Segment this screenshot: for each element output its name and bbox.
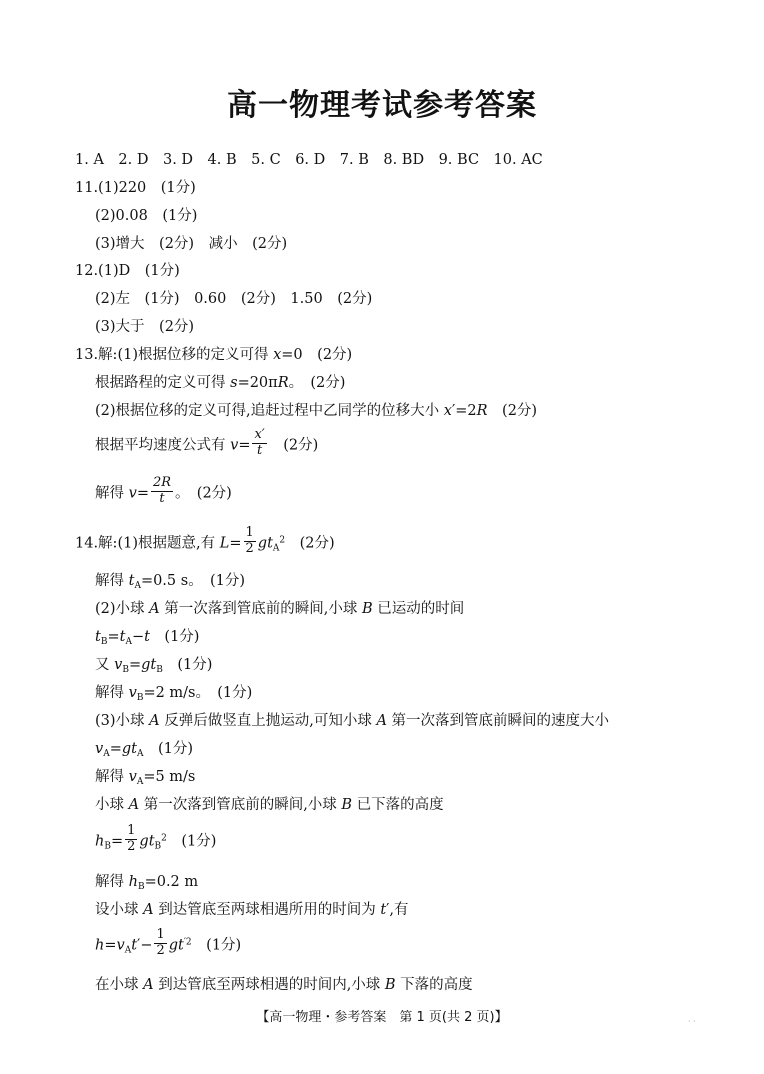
fraction: $\frac{x'}{t}$ xyxy=(254,427,265,458)
fraction: $\frac{1}{2}$ xyxy=(245,525,254,556)
q12-part3: (3)大于 (2分) xyxy=(95,319,195,335)
corner-mark: · · xyxy=(688,1017,696,1026)
fraction: $\frac{2R}{t}$ xyxy=(152,475,172,506)
q12-part1: 12.(1)D (1分) xyxy=(75,263,180,279)
q14-line15: 在小球 A 到达管底至两球相遇的时间内,小球 B 下落的高度 xyxy=(95,977,473,993)
page-footer: 【高一物理・参考答案 第 1 页(共 2 页)】 xyxy=(256,1010,508,1025)
q13-line2: 根据路程的定义可得 s=20πR。 (2分) xyxy=(95,375,346,391)
page-title: 高一物理考试参考答案 xyxy=(227,88,537,123)
q14-line2: 解得 $t_A=0.5$ s。 (1分) xyxy=(95,573,245,591)
q14-line14: $h=v_At'-$ $\frac{1}{2}$ $gt^{'2}$ (1分) xyxy=(95,927,242,958)
q14-line13: 设小球 A 到达管底至两球相遇所用的时间为 t′,有 xyxy=(95,902,409,918)
q14-line8: $v_A=gt_A$ (1分) xyxy=(95,741,194,759)
mc-answers: 1. A 2. D 3. D 4. B 5. C 6. D 7. B 8. BD 9. BC 10. AC xyxy=(75,152,543,168)
q13-line5: 解得 v= $\frac{2R}{t}$ 。 (2分) xyxy=(95,475,232,506)
q14-line10: 小球 A 第一次落到管底前的瞬间,小球 B 已下落的高度 xyxy=(95,797,444,813)
q14-line3: (2)小球 A 第一次落到管底前的瞬间,小球 B 已运动的时间 xyxy=(95,601,465,617)
fraction: $\frac{1}{2}$ xyxy=(156,927,165,958)
q14-line9: 解得 $v_A=5$ m/s xyxy=(95,769,196,787)
q14-line4: $t_B=t_A-t$ (1分) xyxy=(95,629,200,647)
q11-part3: (3)增大 (2分) 减小 (2分) xyxy=(95,236,288,252)
fraction: $\frac{1}{2}$ xyxy=(127,823,136,854)
q13-line3: (2)根据位移的定义可得,追赶过程中乙同学的位移大小 x′=2R (2分) xyxy=(95,403,538,419)
q14-line11: $h_B=$ $\frac{1}{2}$ $gt_B^2$ (1分) xyxy=(95,823,217,854)
q13-line1: 13.解:(1)根据位移的定义可得 x=0 (2分) xyxy=(75,347,353,363)
q12-part2: (2)左 (1分) 0.60 (2分) 1.50 (2分) xyxy=(95,291,373,307)
q14-line5: 又 $v_B=gt_B$ (1分) xyxy=(95,657,213,675)
q11-part2: (2)0.08 (1分) xyxy=(95,208,198,224)
q13-line4: 根据平均速度公式有 v= $\frac{x'}{t}$ (2分) xyxy=(95,427,319,458)
q14-line12: 解得 $h_B=0.2$ m xyxy=(95,874,199,892)
q14-line1: 14.解:(1)根据题意,有 L= $\frac{1}{2}$ $gt_A^2$ (2分) xyxy=(75,525,335,556)
q14-line7: (3)小球 A 反弹后做竖直上抛运动,可知小球 A 第一次落到管底前瞬间的速度大小 xyxy=(95,713,610,729)
q14-line6: 解得 $v_B=2$ m/s。 (1分) xyxy=(95,685,253,703)
q11-part1: 11.(1)220 (1分) xyxy=(75,180,196,196)
